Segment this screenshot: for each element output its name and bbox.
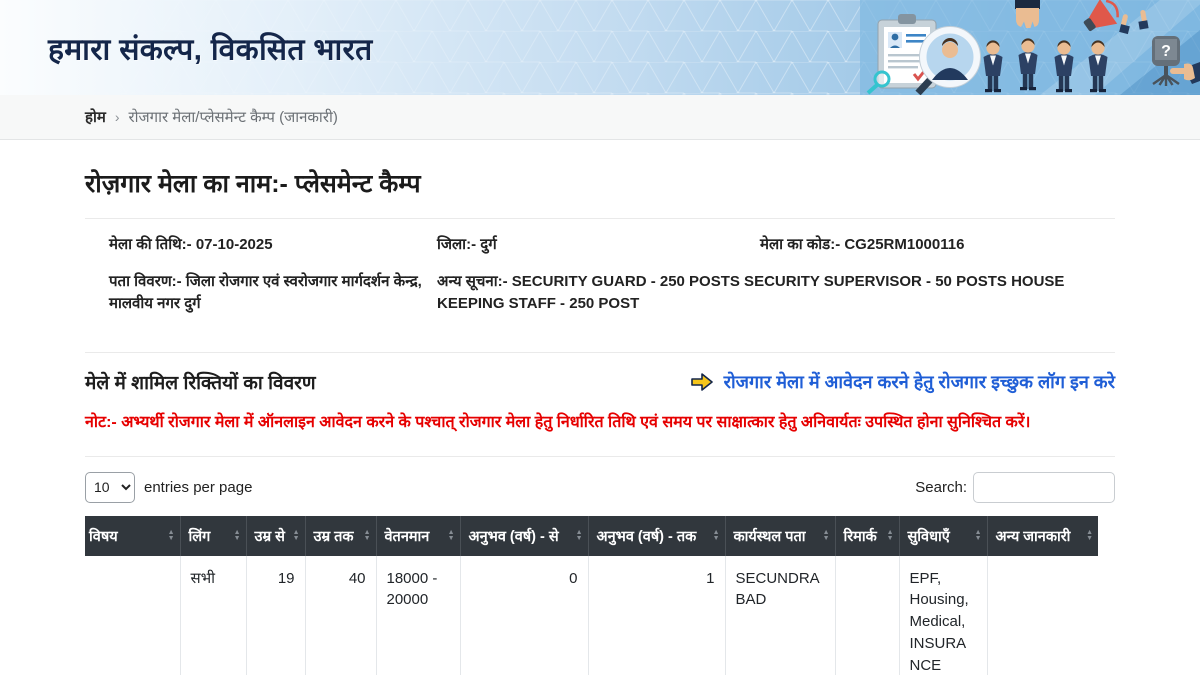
header-banner — [0, 0, 1200, 95]
col-header-gender[interactable]: लिंग ▲ ▼ — [180, 516, 246, 556]
cell-age-from: 19 — [246, 556, 305, 675]
col-header-subject[interactable]: विषय ▲ ▼ — [85, 516, 180, 556]
jobseeker-login-label: रोजगार मेला में आवेदन करने हेतु रोजगार इच्छुक लॉग इन करे — [723, 371, 1115, 392]
cell-gender: सभी — [180, 556, 246, 675]
cell-subject — [85, 556, 180, 675]
sort-icon: ▲ ▼ — [447, 528, 455, 542]
banner-title: हमारा संकल्प, विकसित भारत — [48, 33, 373, 66]
fair-code: मेला का कोड:- CG25RM1000116 — [760, 236, 965, 253]
table-row — [85, 556, 1098, 675]
main-content — [85, 140, 1115, 675]
recruitment-illustration — [860, 0, 1200, 95]
sort-icon: ▲ ▼ — [822, 528, 830, 542]
col-header-workplace[interactable]: कार्यस्थल पता ▲ ▼ — [725, 516, 835, 556]
col-header-other-details[interactable]: अन्य जानकारी ▲ ▼ — [987, 516, 1098, 556]
entries-per-page-select[interactable] — [85, 472, 135, 503]
col-header-remark[interactable]: रिमार्क ▲ ▼ — [835, 516, 899, 556]
cell-exp-from: 0 — [460, 556, 588, 675]
cell-remark — [835, 556, 899, 675]
search-label: Search: — [915, 478, 967, 496]
cell-exp-to: 1 — [588, 556, 725, 675]
col-header-exp-from[interactable]: अनुभव (वर्ष) - से ▲ ▼ — [460, 516, 588, 556]
cell-other-details — [987, 556, 1098, 675]
fair-address: पता विवरण:- जिला रोजगार एवं स्वरोजगार मार्गदर्शन केन्द्र, मालवीय नगर दुर्ग — [109, 272, 422, 312]
sort-icon: ▲ ▼ — [974, 528, 982, 542]
sort-icon: ▲ ▼ — [292, 528, 300, 542]
col-header-facilities[interactable]: सुविधाएँ ▲ ▼ — [899, 516, 987, 556]
table-header-row — [85, 516, 1098, 556]
sort-icon: ▲ ▼ — [575, 528, 583, 542]
breadcrumb-current: रोजगार मेला/प्लेसमेन्ट कैम्प (जानकारी) — [128, 109, 338, 126]
yellow-arrow-icon — [690, 371, 714, 393]
entries-per-page-label: entries per page — [144, 478, 253, 496]
vacancies-table — [85, 516, 1098, 675]
sort-icon: ▲ ▼ — [233, 528, 241, 542]
col-header-pay-scale[interactable]: वेतनमान ▲ ▼ — [376, 516, 460, 556]
col-header-exp-to[interactable]: अनुभव (वर्ष) - तक ▲ ▼ — [588, 516, 725, 556]
cell-age-to: 40 — [305, 556, 376, 675]
sort-icon: ▲ ▼ — [167, 528, 175, 542]
breadcrumb — [0, 95, 1200, 140]
cell-facilities: EPF, Housing, Medical, INSURANCE — [899, 556, 987, 675]
jobseeker-login-link[interactable] — [690, 370, 1115, 394]
fair-date: मेला की तिथि:- 07-10-2025 — [109, 236, 273, 253]
fair-details — [85, 219, 1115, 334]
breadcrumb-separator: › — [114, 109, 120, 125]
fair-district: जिला:- दुर्ग — [437, 236, 497, 253]
cell-workplace: SECUNDRABAD — [725, 556, 835, 675]
sort-icon: ▲ ▼ — [712, 528, 720, 542]
page-title: रोज़गार मेला का नाम:- प्लेसमेन्ट कैम्प — [85, 170, 421, 198]
svg-text:?: ? — [1161, 43, 1171, 60]
col-header-age-from[interactable]: उम्र से ▲ ▼ — [246, 516, 305, 556]
vacancies-section-heading: मेले में शामिल रिक्तियों का विवरण — [85, 372, 316, 394]
search-input[interactable] — [973, 472, 1115, 503]
col-header-age-to[interactable]: उम्र तक ▲ ▼ — [305, 516, 376, 556]
sort-icon: ▲ ▼ — [363, 528, 371, 542]
sort-icon: ▲ ▼ — [1086, 528, 1093, 542]
interview-note: नोट:- अभ्यर्थी रोजगार मेला में ऑनलाइन आवेदन करने के पश्चात् रोजगार मेला हेतु निर्धारित तिथि एवं समय पर साक्षात्कार हेतु अनिवार्यतः उपस्थित होना सुनिश्चित करें। — [85, 413, 1031, 431]
fair-other-info: अन्य सूचना:- SECURITY GUARD - 250 POSTS SECURITY SUPERVISOR - 50 POSTS HOUSE KEEPING STAFF - 250 POST — [437, 272, 1065, 312]
sort-icon: ▲ ▼ — [886, 528, 894, 542]
breadcrumb-home-link[interactable]: होम — [85, 109, 106, 126]
cell-pay-scale: 18000 - 20000 — [376, 556, 460, 675]
picking-hand-icon — [1015, 0, 1040, 28]
